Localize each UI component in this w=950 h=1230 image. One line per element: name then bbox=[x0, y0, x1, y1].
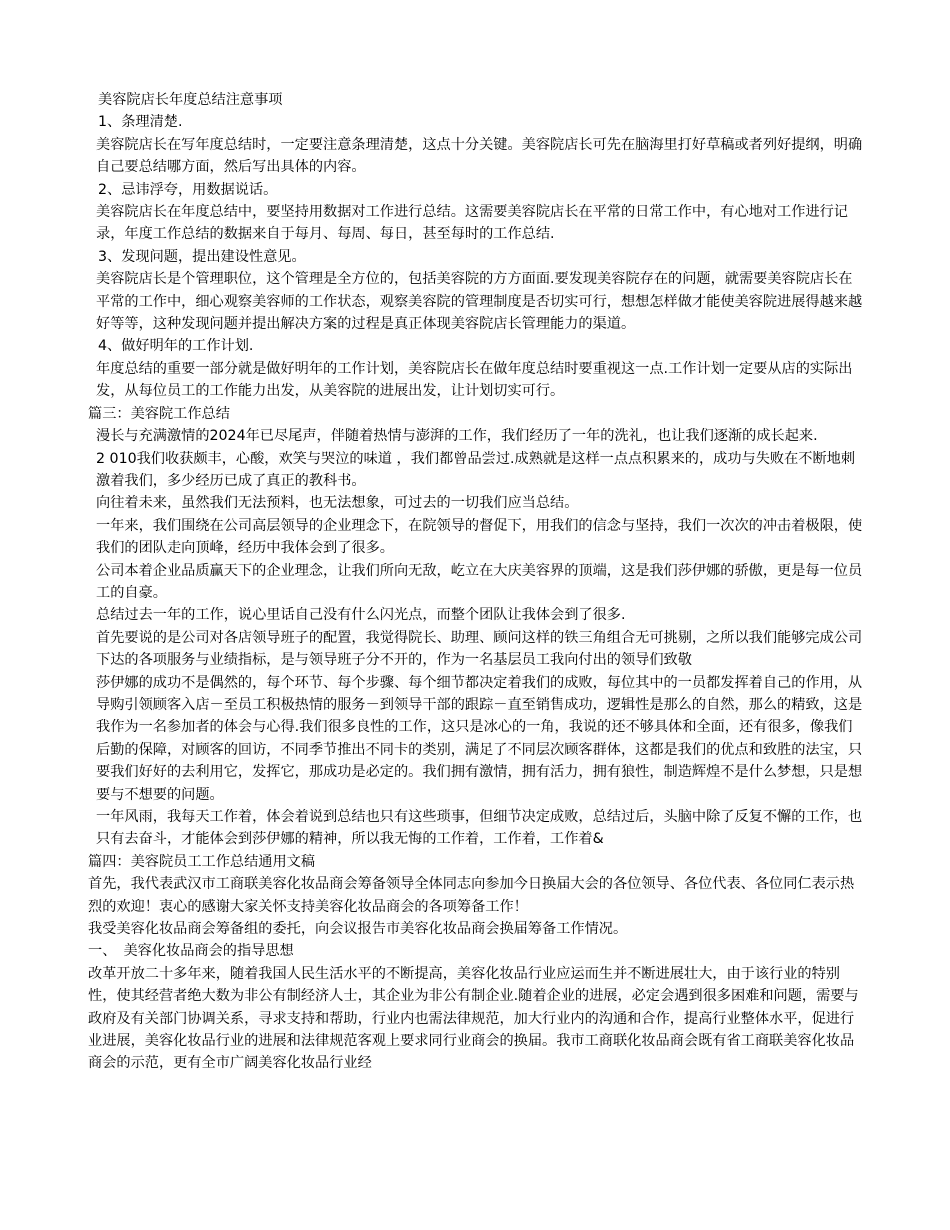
body-paragraph: 漫长与充满激情的2024年已尽尾声，伴随着热情与澎湃的工作，我们经历了一年的洗礼，也让我们逐渐的成长起来. bbox=[96, 428, 818, 445]
document-body bbox=[88, 89, 864, 1075]
list-heading: 3、发现问题，提出建设性意见。 bbox=[98, 248, 306, 265]
body-paragraph: 总结过去一年的工作，说心里话自己没有什么闪光点，而整个团队让我体会到了很多. bbox=[96, 607, 626, 624]
body-paragraph: 2 010我们收获颇丰，心酸，欢笑与哭泣的味道 ，我们都曾品尝过.成熟就是这样一点点积累来的，成功与失败在不断地刺激着我们，多少经历已成了真正的教科书。 bbox=[96, 450, 856, 489]
body-paragraph: 一年风雨，我每天工作着，体会着说到总结也只有这些琐事，但细节决定成败，总结过后，头脑中除了反复不懈的工作，也只有去奋斗，才能体会到莎伊娜的精神，所以我无悔的工作着，工作着，工作着& bbox=[96, 809, 863, 848]
chapter-heading: 篇四：美容院员工工作总结通用文稿 bbox=[88, 853, 316, 870]
body-paragraph: 首先，我代表武汉市工商联美容化妆品商会筹备领导全体同志向参加今日换届大会的各位领导、各位代表、各位同仁表示热烈的欢迎！衷心的感谢大家关怀支持美容化妆品商会的各项筹备工作！ bbox=[88, 876, 855, 915]
body-paragraph: 美容院店长在写年度总结时，一定要注意条理清楚，这点十分关键。美容院店长可先在脑海里打好草稿或者列好提纲，明确自己要总结哪方面，然后写出具体的内容。 bbox=[96, 136, 863, 176]
list-heading: 1、条理清楚. bbox=[98, 114, 183, 131]
body-paragraph: 我受美容化妆品商会筹备组的委托，向会议报告市美容化妆品商会换届筹备工作情况。 bbox=[88, 921, 628, 938]
section-heading: 一、 美容化妆品商会的指导思想 bbox=[88, 943, 294, 960]
body-paragraph: 美容院店长是个管理职位，这个管理是全方位的，包括美容院的方方面面.要发现美容院存在的问题，就需要美容院店长在平常的工作中，细心观察美容师的工作状态，观察美容院的管理制度是否切实可行，想想怎样做才能使美容院进展得越来越好等等，这种发现问题并提出解决方案的过程是真正体现美容院店长管理能力的渠道。 bbox=[96, 271, 863, 333]
list-heading: 2、忌讳浮夸，用数据说话。 bbox=[98, 181, 278, 198]
body-paragraph: 一年来，我们围绕在公司高层领导的企业理念下，在院领导的督促下，用我们的信念与坚持，我们一次次的冲击着极限，使我们的团队走向顶峰，经历中我体会到了很多。 bbox=[96, 517, 863, 557]
body-paragraph: 公司本着企业品质赢天下的企业理念，让我们所向无敌，屹立在大庆美容界的顶端，这是我们莎伊娜的骄傲，更是每一位员工的自豪。 bbox=[96, 562, 863, 601]
body-paragraph: 美容院店长在年度总结中，要坚持用数据对工作进行总结。这需要美容院店长在平常的日常工作中，有心地对工作进行记录，年度工作总结的数据来自于每月、每周、每日，甚至每时的工作总结. bbox=[96, 204, 848, 243]
body-paragraph: 向往着未来，虽然我们无法预料，也无法想象，可过去的一切我们应当总结。 bbox=[96, 495, 579, 512]
section-heading: 美容院店长年度总结注意事项 bbox=[98, 92, 283, 108]
body-paragraph: 改革开放二十多年来，随着我国人民生活水平的不断提高，美容化妆品行业应运而生并不断进展壮大，由于该行业的特别性，使其经营者绝大数为非公有制经济人士，其企业为非公有制企业.随着企业的进展，必定会遇到很多困难和问题，需要与政府及有关部门协调关系，寻求支持和帮助，行业内也需法律规范，加大行业内的沟通和合作，提高行业整体水平，促进行业进展，美容化妆品行业的进展和法律规范客观上要求同行业商会的换届。我市工商联化妆品商会既有省工商联美容化妆品商会的示范，更有全市广阔美容化妆品行业经 bbox=[88, 965, 859, 1072]
chapter-heading: 篇三：美容院工作总结 bbox=[88, 405, 230, 422]
list-heading: 4、做好明年的工作计划. bbox=[98, 338, 254, 355]
body-paragraph: 年度总结的重要一部分就是做好明年的工作计划，美容院店长在做年度总结时要重视这一点.工作计划一定要从店的实际出发，从每位员工的工作能力出发，从美容院的进展出发，让计划切实可行。 bbox=[96, 360, 853, 400]
body-paragraph: 首先要说的是公司对各店领导班子的配置，我觉得院长、助理、顾问这样的铁三角组合无可挑剔，之所以我们能够完成公司下达的各项服务与业绩指标，是与领导班子分不开的，作为一名基层员工我向付出的领导们致敬 bbox=[96, 629, 863, 669]
body-paragraph: 莎伊娜的成功不是偶然的，每个环节、每个步骤、每个细节都决定着我们的成败，每位其中的一员都发挥着自己的作用，从导购引领顾客入店－至员工积极热情的服务－到领导干部的跟踪－直至销售成功，逻辑性是那么的自然，那么的精致，这是我作为一名参加者的体会与心得.我们很多良性的工作，这只是冰心的一角，我说的还不够具体和全面，还有很多，像我们后勤的保障，对顾客的回访，不同季节推出不同卡的类别，满足了不同层次顾客群体，这都是我们的优点和致胜的法宝，只要我们好好的去利用它，发挥它，那成功是必定的。我们拥有激情，拥有活力，拥有狼性，制造辉煌不是什么梦想，只是想要与不想要的问题。 bbox=[96, 674, 863, 803]
